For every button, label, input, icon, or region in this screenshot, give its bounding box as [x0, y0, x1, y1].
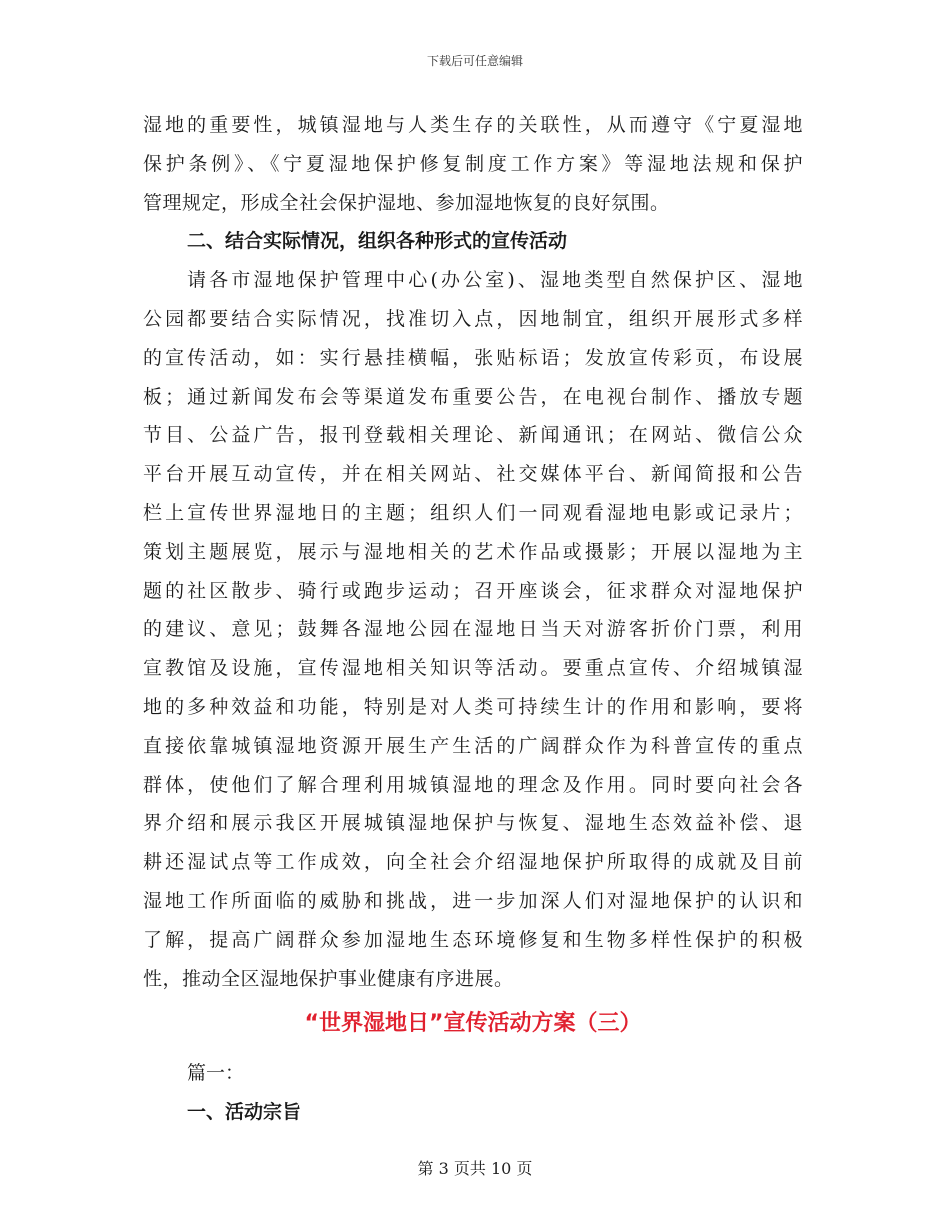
- text-line: 平台开展互动宣传，并在相关网站、社交媒体平台、新闻简报和公告: [143, 463, 803, 486]
- text-line: 地的多种效益和功能，特别是对人类可持续生计的作用和影响，要将: [143, 695, 803, 718]
- text-line: 直接依靠城镇湿地资源开展生产生活的广阔群众作为科普宣传的重点: [143, 734, 803, 757]
- text-line: 板；通过新闻发布会等渠道发布重要公告，在电视台制作、播放专题: [143, 385, 803, 408]
- document-body: [143, 106, 803, 1132]
- page-footer: 第 3 页共 10 页: [417, 1159, 533, 1178]
- paragraph-1: [143, 106, 803, 222]
- text-line: 公园都要结合实际情况，找准切入点，因地制宜，组织开展形式多样: [143, 307, 803, 330]
- text-line: 的建议、意见；鼓舞各湿地公园在湿地日当天对游客折价门票，利用: [143, 618, 803, 641]
- paragraph-2: [143, 261, 803, 998]
- text-line: 宣教馆及设施，宣传湿地相关知识等活动。要重点宣传、介绍城镇湿: [143, 657, 803, 680]
- document-title: “世界湿地日”宣传活动方案（三）: [304, 1011, 642, 1037]
- text-line: 保护条例》、《宁夏湿地保护修复制度工作方案》等湿地法规和保护: [143, 152, 803, 175]
- text-line: 性，推动全区湿地保护事业健康有序进展。: [143, 967, 514, 990]
- text-line: 群体，使他们了解合理利用城镇湿地的理念及作用。同时要向社会各: [143, 773, 803, 796]
- text-line: 的宣传活动，如：实行悬挂横幅，张贴标语；发放宣传彩页，布设展: [143, 346, 803, 369]
- text-line: 湿地工作所面临的威胁和挑战，进一步加深人们对湿地保护的认识和: [143, 889, 803, 912]
- text-line: 耕还湿试点等工作成效，向全社会介绍湿地保护所取得的成就及目前: [143, 851, 803, 874]
- text-line: 题的社区散步、骑行或跑步运动；召开座谈会，征求群众对湿地保护: [143, 579, 803, 602]
- text-line: 湿地的重要性，城镇湿地与人类生存的关联性，从而遵守《宁夏湿地: [143, 114, 803, 136]
- text-line: 了解，提高广阔群众参加湿地生态环境修复和生物多样性保护的积极: [143, 928, 803, 951]
- text-line: 节目、公益广告，报刊登载相关理论、新闻通讯；在网站、微信公众: [143, 424, 803, 447]
- section-label: 篇一：: [187, 1062, 245, 1085]
- section-heading-1: 一、活动宗旨: [187, 1101, 302, 1124]
- text-line: 策划主题展览，展示与湿地相关的艺术作品或摄影；开展以湿地为主: [143, 540, 803, 563]
- section-heading-2: 二、结合实际情况，组织各种形式的宣传活动: [187, 230, 568, 253]
- text-line: 栏上宣传世界湿地日的主题；组织人们一同观看湿地电影或记录片；: [143, 501, 803, 524]
- text-line: 界介绍和展示我区开展城镇湿地保护与恢复、湿地生态效益补偿、退: [143, 812, 803, 835]
- text-line: 管理规定，形成全社会保护湿地、参加湿地恢复的良好氛围。: [143, 191, 670, 214]
- page-header: 下载后可任意编辑: [426, 54, 523, 68]
- text-line: 请各市湿地保护管理中心(办公室)、湿地类型自然保护区、湿地: [187, 269, 803, 292]
